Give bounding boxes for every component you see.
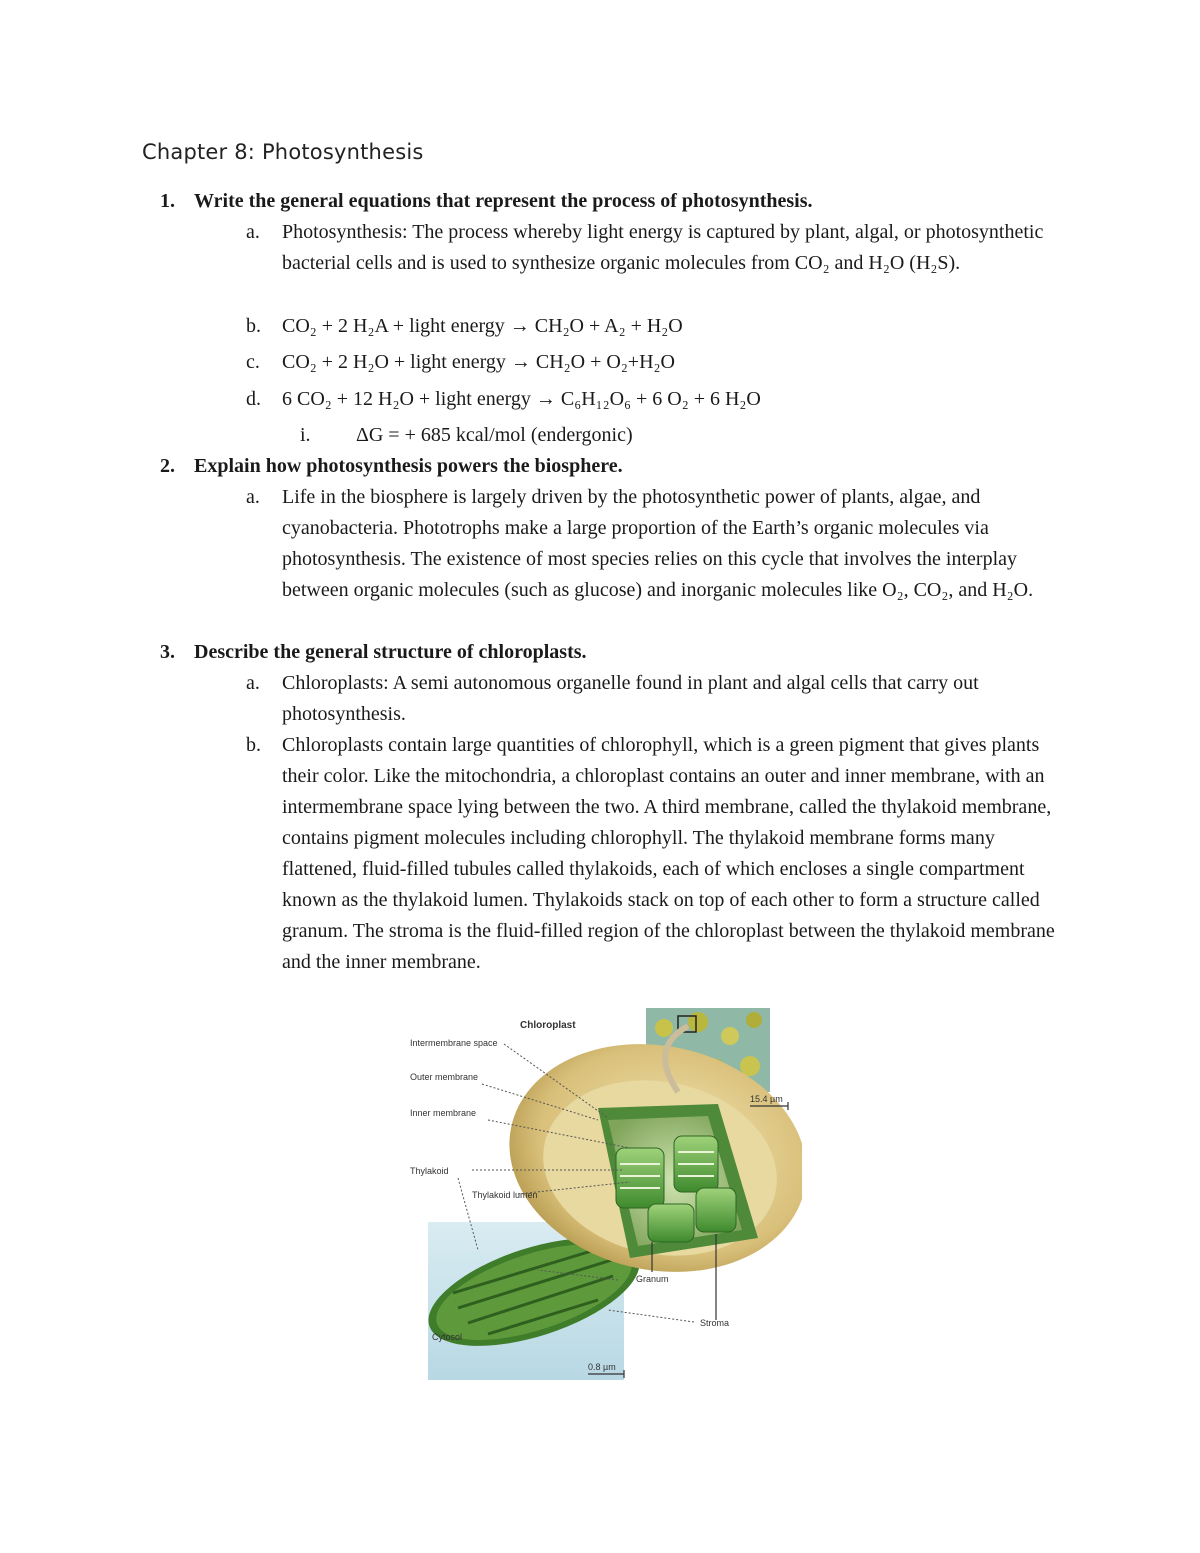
question-text: Explain how photosynthesis powers the biosphere. <box>194 455 623 477</box>
sub-label: i. <box>300 424 311 446</box>
scale-bar-top: 15.4 µm <box>750 1094 783 1104</box>
answer-text: Chloroplasts: A semi autonomous organelle found in plant and algal cells that carry out photosynthesis. <box>282 672 979 725</box>
chloroplast-figure <box>398 1008 802 1384</box>
answer-3a <box>246 668 1066 730</box>
label-intermembrane: Intermembrane space <box>410 1038 498 1048</box>
answer-1b <box>246 311 1066 342</box>
answer-text: Chloroplasts contain large quantities of chlorophyll, which is a green pigment that gives plants their color. Like the mitochondria, a chloroplast contains an outer and inner membrane, with an intermembrane space lying between the two. A third membrane, called the thylakoid membrane, contains pigment molecules including chlorophyll. The thylakoid membrane forms many flattened, fluid-filled tubules called thylakoids, each of which encloses a single compartment known as the thylakoid lumen. Thylakoids stack on top of each other to form a structure called granum. The stroma is the fluid-filled region of the chloroplast between the thylakoid membrane and the inner membrane. <box>282 734 1055 973</box>
label-outer-membrane: Outer membrane <box>410 1072 479 1082</box>
answer-label: a. <box>246 221 260 243</box>
question-3 <box>160 637 1080 668</box>
answer-label: d. <box>246 388 261 410</box>
equation-text: CO₂ + 2 H₂A + light energy → CH₂O + A₂ + H₂O <box>282 315 683 337</box>
question-number: 1. <box>160 190 175 212</box>
label-thylakoid-lumen: Thylakoid lumen <box>472 1190 538 1200</box>
label-thylakoid: Thylakoid <box>410 1166 449 1176</box>
answer-label: c. <box>246 351 260 373</box>
label-inner-membrane: Inner membrane <box>410 1108 477 1118</box>
answer-text: Life in the biosphere is largely driven by the photosynthetic power of plants, algae, and cyanobacteria. Phototrophs make a large proportion of the Earth’s organic molecules via photosynthesis. The existence of most species relies on this cycle that involves the interplay between organic molecules (such as glucose) and inorganic molecules like O₂, CO₂, and H₂O. <box>282 486 1034 601</box>
answer-label: a. <box>246 486 260 508</box>
question-2 <box>160 451 1080 482</box>
answer-3b <box>246 730 1066 978</box>
scale-bar-bottom: 0.8 µm <box>588 1362 616 1372</box>
equation-text: 6 CO₂ + 12 H₂O + light energy → C₆H₁₂O₆ + 6 O₂ + 6 H₂O <box>282 388 761 410</box>
answer-1a <box>246 217 1066 279</box>
answer-label: a. <box>246 672 260 694</box>
label-cytosol: Cytosol <box>432 1332 463 1342</box>
equation-text: CO₂ + 2 H₂O + light energy → CH₂O + O₂+H₂O <box>282 351 675 373</box>
answer-2a <box>246 482 1066 606</box>
chapter-title: Chapter 8: Photosynthesis <box>142 140 424 164</box>
sub-text: ΔG = + 685 kcal/mol (endergonic) <box>356 424 633 446</box>
question-number: 3. <box>160 641 175 663</box>
figure-title: Chloroplast <box>520 1020 576 1031</box>
answer-1d-i <box>300 420 633 451</box>
question-text: Write the general equations that represent the process of photosynthesis. <box>194 190 813 212</box>
answer-label: b. <box>246 315 261 337</box>
question-number: 2. <box>160 455 175 477</box>
answer-1c <box>246 347 1066 378</box>
answer-1d <box>246 384 1066 415</box>
answer-label: b. <box>246 734 261 756</box>
label-stroma: Stroma <box>700 1318 730 1328</box>
question-text: Describe the general structure of chloroplasts. <box>194 641 587 663</box>
answer-text: Photosynthesis: The process whereby light energy is captured by plant, algal, or photosynthetic bacterial cells and is used to synthesize organic molecules from CO₂ and H₂O (H₂S). <box>282 221 1044 274</box>
label-granum: Granum <box>636 1274 669 1284</box>
question-1 <box>160 186 1080 217</box>
